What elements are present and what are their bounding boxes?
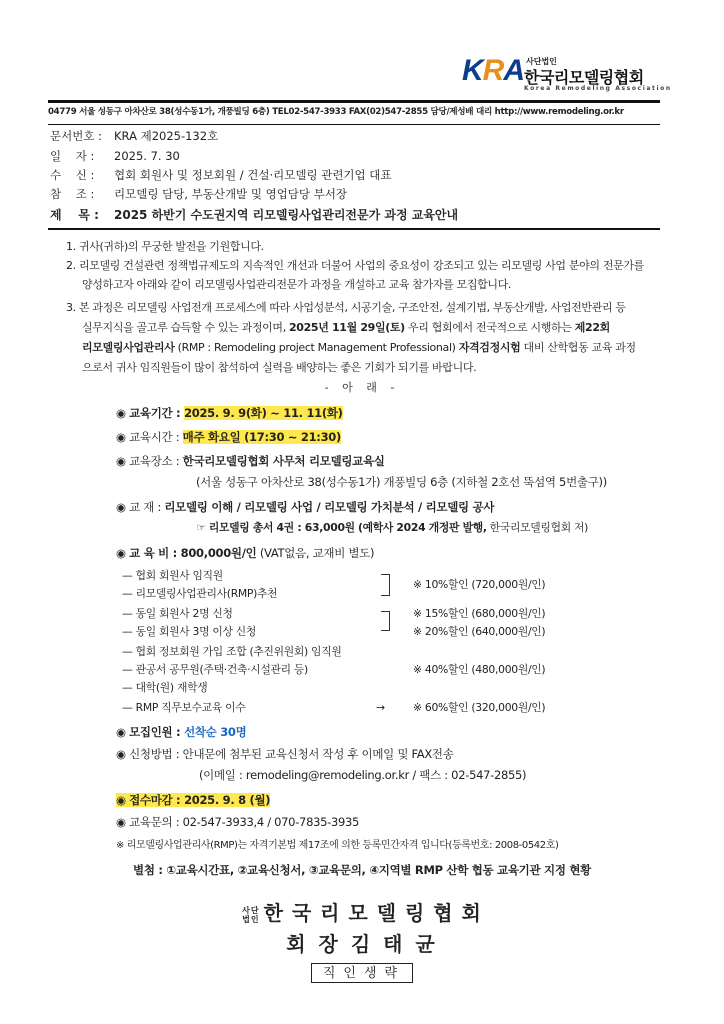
arrow-icon: →: [376, 701, 385, 714]
discount-15pct: ※ 15%할인 (680,000원/인): [413, 607, 546, 620]
application-method: ◉ 신청방법 : 안내문에 첨부된 교육신청서 작성 후 이메일 및 FAX전송: [116, 747, 454, 761]
doc-date: 일 자 : 2025. 7. 30: [50, 149, 180, 163]
paragraph-3-line4: 으로서 귀사 임직원들이 많이 참석하여 실력을 배양하는 좋은 기회가 되기를 바랍니다.: [82, 361, 477, 374]
application-contact: (이메일 : remodeling@remodeling.or.kr / 팩스 : 02-547-2855): [199, 768, 527, 782]
kra-logo-mark: KRA: [462, 54, 525, 87]
textbook-price: ☞ 리모델링 총서 4권 : 63,000원 (예학사 2024 개정판 발행, 한국리모델링협회 저): [196, 521, 588, 534]
doc-recipient: 수 신 : 협회 회원사 및 정보회원 / 건설·리모델링 관련기업 대표: [50, 168, 392, 182]
paragraph-3-line1: 3. 본 과정은 리모델링 사업전개 프로세스에 따라 사업성분석, 시공기술, 구조안전, 설계기법, 부동산개발, 사업전반관리 등: [66, 301, 626, 314]
discount-three-applicants: — 동일 회원사 3명 이상 신청: [122, 625, 257, 638]
education-inquiry: ◉ 교육문의 : 02-547-3933,4 / 070-7835-3935: [116, 815, 360, 829]
association-logo: [462, 56, 680, 96]
paragraph-3-line3: 리모델링사업관리사 (RMP : Remodeling project Management Professional) 자격검정시험 대비 산학협동 교육 과정: [82, 341, 636, 354]
attachments-list: 별첨 : ①교육시간표, ②교육신청서, ③교육문의, ④지역별 RMP 산학 협동 교육기관 지정 현황: [133, 863, 591, 877]
discount-10pct: ※ 10%할인 (720,000원/인): [413, 578, 546, 591]
discount-student: — 대학(원) 재학생: [122, 681, 208, 694]
paragraph-3-line2: 실무지식을 골고루 습득할 수 있는 과정이며, 2025년 11월 29일(토) 우리 협회에서 전국적으로 시행하는 제22회: [82, 321, 610, 334]
doc-reference: 참 조 : 리모델링 담당, 부동산개발 및 영업담당 부서장: [50, 187, 348, 201]
logo-small-label: 사단법인: [526, 57, 557, 66]
paragraph-2-line1: 2. 리모델링 건설관련 정책법규제도의 지속적인 개선과 더불어 사업의 중요성이 강조되고 있는 리모델링 사업 분야의 전문가를: [66, 259, 644, 272]
corporation-prefix: 사단 법인: [242, 904, 260, 924]
signature-org: 사단 법인 한 국 리 모 델 링 협 회: [242, 901, 482, 925]
education-time: ◉ 교육시간 : 매주 화요일 (17:30 ~ 21:30): [116, 430, 341, 444]
subject-divider: [48, 228, 660, 230]
doc-number: 문서번호 : KRA 제2025-132호: [50, 129, 219, 143]
education-place-address: (서울 성동구 아차산로 38(성수동1가) 개풍빌딩 6층 (지하철 2호선 뚝섬역 5번출구)): [196, 475, 607, 489]
paragraph-2-line2: 양성하고자 아래와 같이 리모델링사업관리전문가 과정을 개설하고 교육 참가자를 모집합니다.: [82, 278, 512, 291]
doc-subject: 제 목 : 2025 하반기 수도권지역 리모델링사업관리전문가 과정 교육안내: [50, 208, 459, 222]
discount-public-official: — 관공서 공무원(주택·건축·시설관리 등): [122, 663, 308, 676]
application-deadline: ◉ 접수마감 : 2025. 9. 8 (월): [116, 793, 271, 807]
discount-two-applicants: — 동일 회원사 2명 신청: [122, 607, 233, 620]
letterhead-contact-bar: 04779 서울 성동구 아차산로 38(성수동1가, 개풍빌딩 6층) TEL02-547-3933 FAX(02)547-2855 담당/제성배 대리 http://www.remodeling.or.kr: [48, 100, 660, 125]
bracket: [381, 574, 390, 596]
education-place: ◉ 교육장소 : 한국리모델링협회 사무처 리모델링교육실: [116, 454, 385, 468]
discount-info-member-union: — 협회 정보회원 가입 조합 (추진위원회) 임직원: [122, 645, 342, 658]
discount-rmp-recommended: — 리모델링사업관리사(RMP)추천: [122, 587, 278, 600]
discount-member-staff: — 협회 회원사 임직원: [122, 569, 223, 582]
logo-english-name: Korea Remodeling Association: [524, 85, 672, 92]
rmp-certification-note: ※ 리모델링사업관리사(RMP)는 자격기본법 제17조에 의한 등록민간자격 입니다(등록번호: 2008-0542호): [116, 840, 559, 851]
below-heading: - 아 래 -: [324, 381, 400, 394]
discount-60pct: ※ 60%할인 (320,000원/인): [413, 701, 546, 714]
textbooks: ◉ 교 재 : 리모델링 이해 / 리모델링 사업 / 리모델링 가치분석 / 리모델링 공사: [116, 500, 495, 514]
discount-40pct: ※ 40%할인 (480,000원/인): [413, 663, 546, 676]
tuition-fee: ◉ 교 육 비 : 800,000원/인 (VAT없음, 교재비 별도): [116, 546, 375, 560]
education-period: ◉ 교육기간 : 2025. 9. 9(화) ~ 11. 11(화): [116, 406, 343, 420]
seal-omitted-box: 직인생략: [311, 963, 413, 983]
discount-20pct: ※ 20%할인 (640,000원/인): [413, 625, 546, 638]
discount-rmp-continuing: — RMP 직무보수교육 이수: [122, 701, 246, 714]
logo-korean-name: 한국리모델링협회: [524, 68, 644, 87]
signature-president: 회 장 김 태 균: [286, 932, 438, 956]
bracket: [381, 611, 390, 631]
recruit-count: ◉ 모집인원 : 선착순 30명: [116, 725, 247, 739]
paragraph-1: 1. 귀사(귀하)의 무궁한 발전을 기원합니다.: [66, 240, 264, 253]
